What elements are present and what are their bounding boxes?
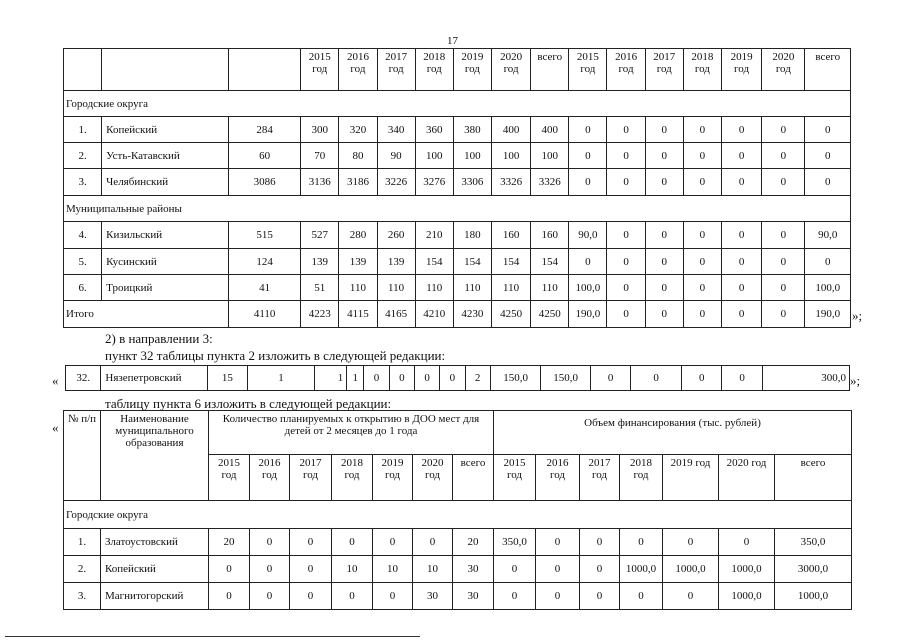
cell: 139 (377, 249, 415, 275)
cell: 41 (229, 275, 301, 301)
header-year: 2019 год (663, 455, 719, 501)
header-year: 2018 год (332, 455, 373, 501)
cell: 0 (569, 117, 607, 143)
cell: 527 (301, 222, 339, 249)
cell: 1. (64, 529, 101, 556)
cell: 0 (683, 275, 721, 301)
cell: 160 (491, 222, 530, 249)
cell: 0 (645, 117, 683, 143)
section-row (64, 91, 851, 117)
cell: 0 (494, 556, 536, 583)
cell: 4230 (453, 301, 491, 328)
cell: 0 (580, 583, 620, 610)
cell: Троицкий (102, 275, 229, 301)
table-row (64, 529, 852, 556)
cell: 0 (580, 556, 620, 583)
cell: Златоустовский (101, 529, 209, 556)
cell: 100,0 (805, 275, 851, 301)
header-number: № п/п (64, 411, 101, 501)
cell: 0 (413, 529, 453, 556)
header-cell: 2016 год (607, 49, 645, 91)
cell: 0 (663, 583, 719, 610)
cell: 30 (413, 583, 453, 610)
cell: 0 (663, 529, 719, 556)
cell: Кусинский (102, 249, 229, 275)
cell: 0 (414, 366, 439, 391)
cell: 90 (377, 143, 415, 169)
header-cell: 2020 год (491, 49, 530, 91)
cell: 210 (415, 222, 453, 249)
cell: 139 (301, 249, 339, 275)
section-title: Муниципальные районы (64, 196, 851, 222)
cell: 0 (805, 143, 851, 169)
cell: 0 (607, 249, 645, 275)
cell: 0 (645, 249, 683, 275)
header-year: 2017 год (580, 455, 620, 501)
header-row (64, 411, 852, 455)
cell: 0 (290, 583, 332, 610)
cell: 0 (250, 529, 290, 556)
cell: 0 (762, 249, 805, 275)
cell: 139 (339, 249, 377, 275)
cell: 1. (64, 117, 102, 143)
header-cell: 2017 год (645, 49, 683, 91)
cell: 0 (607, 169, 645, 196)
cell: 190,0 (569, 301, 607, 328)
cell: 100 (531, 143, 569, 169)
table-row-32 (65, 365, 850, 391)
header-financing: Объем финансирования (тыс. рублей) (494, 411, 852, 455)
cell: 110 (491, 275, 530, 301)
cell: 280 (339, 222, 377, 249)
header-municipality: Наименование муниципального образования (101, 411, 209, 501)
header-cell (64, 49, 102, 91)
instruction-text: таблицу пункта 6 изложить в следующей редакции: (105, 396, 392, 411)
cell: 4115 (339, 301, 377, 328)
total-label: Итого (64, 301, 229, 328)
cell: 0 (721, 275, 761, 301)
cell: 0 (645, 222, 683, 249)
cell: 0 (645, 275, 683, 301)
cell: 0 (607, 275, 645, 301)
cell: Нязепетровский (101, 366, 207, 391)
header-total: всего (775, 455, 852, 501)
header-row (64, 49, 851, 91)
cell: 30 (453, 556, 494, 583)
page-number: 17 (447, 35, 458, 47)
header-year: 2016 год (250, 455, 290, 501)
cell: 0 (250, 556, 290, 583)
cell: 2 (465, 366, 490, 391)
cell: 0 (373, 583, 413, 610)
cell: 124 (229, 249, 301, 275)
cell: 3186 (339, 169, 377, 196)
cell: 0 (569, 169, 607, 196)
cell: 0 (569, 143, 607, 169)
cell: 150,0 (541, 366, 591, 391)
opening-quote: « (52, 420, 59, 435)
cell: 260 (377, 222, 415, 249)
table-row (64, 249, 851, 275)
cell: 1000,0 (719, 583, 775, 610)
cell: 32. (66, 366, 101, 391)
header-total: всего (453, 455, 494, 501)
closing-quote: »; (850, 373, 861, 388)
cell: 0 (721, 249, 761, 275)
cell: 0 (620, 529, 663, 556)
cell: 0 (721, 301, 761, 328)
section-title: Городские округа (64, 501, 852, 529)
table-row (64, 275, 851, 301)
header-year: 2018 год (620, 455, 663, 501)
cell: 0 (762, 301, 805, 328)
cell: 3306 (453, 169, 491, 196)
cell: 154 (453, 249, 491, 275)
cell: Кизильский (102, 222, 229, 249)
header-cell (229, 49, 301, 91)
cell: 360 (415, 117, 453, 143)
cell: 0 (805, 117, 851, 143)
cell: 0 (569, 249, 607, 275)
cell: 110 (377, 275, 415, 301)
section-row (64, 196, 851, 222)
header-year: 2015 год (209, 455, 250, 501)
cell: 30 (453, 583, 494, 610)
direction-heading: 2) в направлении 3: (105, 331, 213, 346)
header-cell: всего (531, 49, 569, 91)
header-cell: 2017 год (377, 49, 415, 91)
cell: 100 (415, 143, 453, 169)
cell: 4. (64, 222, 102, 249)
cell: 110 (453, 275, 491, 301)
cell: 0 (332, 583, 373, 610)
cell: 6. (64, 275, 102, 301)
cell: 0 (721, 169, 761, 196)
header-cell: 2019 год (721, 49, 761, 91)
cell: 0 (721, 143, 761, 169)
cell: 100,0 (569, 275, 607, 301)
cell: 0 (590, 366, 630, 391)
cell: 110 (339, 275, 377, 301)
cell: 0 (332, 529, 373, 556)
cell: 0 (683, 301, 721, 328)
cell: 0 (683, 117, 721, 143)
cell: 0 (607, 143, 645, 169)
total-row (64, 301, 851, 328)
cell: 10 (413, 556, 453, 583)
instruction-text: пункт 32 таблицы пункта 2 изложить в следующей редакции: (105, 348, 446, 363)
cell: 515 (229, 222, 301, 249)
cell: 0 (440, 366, 465, 391)
header-year: 2020 год (413, 455, 453, 501)
cell: 90,0 (569, 222, 607, 249)
cell: 0 (290, 529, 332, 556)
cell: 0 (494, 583, 536, 610)
cell: 150,0 (490, 366, 541, 391)
cell: 1 (314, 366, 346, 391)
table-row (64, 556, 852, 583)
cell: 0 (607, 301, 645, 328)
cell: 2. (64, 143, 102, 169)
cell: 3086 (229, 169, 301, 196)
cell: 180 (453, 222, 491, 249)
table-places-financing (63, 410, 852, 610)
cell: 0 (645, 143, 683, 169)
header-year: 2020 год (719, 455, 775, 501)
cell: 4250 (531, 301, 569, 328)
cell: 10 (332, 556, 373, 583)
cell: 340 (377, 117, 415, 143)
cell: 0 (364, 366, 389, 391)
cell: 4110 (229, 301, 301, 328)
cell: 190,0 (805, 301, 851, 328)
cell: 0 (762, 275, 805, 301)
cell: 15 (207, 366, 247, 391)
cell: 0 (631, 366, 682, 391)
cell: 110 (415, 275, 453, 301)
opening-quote: « (52, 373, 59, 388)
table-row (66, 366, 850, 391)
cell: 3276 (415, 169, 453, 196)
header-cell: 2018 год (415, 49, 453, 91)
cell: 3136 (301, 169, 339, 196)
cell: 80 (339, 143, 377, 169)
cell: 51 (301, 275, 339, 301)
closing-quote: »; (852, 308, 863, 323)
cell: Магнитогорский (101, 583, 209, 610)
cell: 0 (250, 583, 290, 610)
cell: 0 (722, 366, 762, 391)
cell: 320 (339, 117, 377, 143)
cell: 0 (762, 169, 805, 196)
cell: 0 (373, 529, 413, 556)
cell: 300 (301, 117, 339, 143)
cell: 3326 (491, 169, 530, 196)
cell: 4250 (491, 301, 530, 328)
cell: 154 (415, 249, 453, 275)
cell: 0 (721, 117, 761, 143)
table-row (64, 169, 851, 196)
cell: 154 (491, 249, 530, 275)
cell: 4223 (301, 301, 339, 328)
cell: 0 (762, 222, 805, 249)
cell: 1000,0 (775, 583, 852, 610)
cell: 70 (301, 143, 339, 169)
cell: 110 (531, 275, 569, 301)
cell: 0 (805, 169, 851, 196)
cell: 60 (229, 143, 301, 169)
cell: 0 (645, 301, 683, 328)
header-cell: 2015 год (301, 49, 339, 91)
cell: 3. (64, 169, 102, 196)
cell: 0 (683, 143, 721, 169)
header-year: 2015 год (494, 455, 536, 501)
section-title: Городские округа (64, 91, 851, 117)
header-cell: 2020 год (762, 49, 805, 91)
cell: 3. (64, 583, 101, 610)
cell: 90,0 (805, 222, 851, 249)
cell: Усть-Катавский (102, 143, 229, 169)
cell: 3326 (531, 169, 569, 196)
cell: 1000,0 (719, 556, 775, 583)
cell: 154 (531, 249, 569, 275)
header-year: 2016 год (536, 455, 580, 501)
cell: 0 (580, 529, 620, 556)
cell: 284 (229, 117, 301, 143)
header-year: 2017 год (290, 455, 332, 501)
cell: 0 (536, 556, 580, 583)
cell: 0 (645, 169, 683, 196)
cell: 100 (453, 143, 491, 169)
cell: 4210 (415, 301, 453, 328)
cell: 1000,0 (663, 556, 719, 583)
cell: 0 (536, 583, 580, 610)
page-footer-divider (5, 636, 420, 637)
cell: 0 (607, 222, 645, 249)
cell: 4165 (377, 301, 415, 328)
cell: 1 (248, 366, 315, 391)
cell: 0 (762, 117, 805, 143)
cell: 0 (607, 117, 645, 143)
cell: 0 (681, 366, 721, 391)
cell: 0 (536, 529, 580, 556)
cell: 0 (683, 169, 721, 196)
cell: Челябинский (102, 169, 229, 196)
table-row (64, 222, 851, 249)
header-cell: 2019 год (453, 49, 491, 91)
table-places-financing-continued (63, 48, 851, 328)
header-cell: 2015 год (569, 49, 607, 91)
cell: Копейский (102, 117, 229, 143)
cell: 0 (620, 583, 663, 610)
cell: 0 (209, 583, 250, 610)
header-year: 2019 год (373, 455, 413, 501)
header-cell: всего (805, 49, 851, 91)
table-row (64, 117, 851, 143)
cell: 1000,0 (620, 556, 663, 583)
cell: 0 (762, 143, 805, 169)
cell: 400 (531, 117, 569, 143)
cell: 20 (209, 529, 250, 556)
cell: 10 (373, 556, 413, 583)
cell: 2. (64, 556, 101, 583)
table-row (64, 143, 851, 169)
cell: 3000,0 (775, 556, 852, 583)
cell: 0 (719, 529, 775, 556)
cell: 350,0 (775, 529, 852, 556)
cell: 400 (491, 117, 530, 143)
cell: 0 (290, 556, 332, 583)
section-row (64, 501, 852, 529)
cell: 380 (453, 117, 491, 143)
cell: 0 (389, 366, 414, 391)
header-cell: 2018 год (683, 49, 721, 91)
cell: 0 (683, 249, 721, 275)
header-cell: 2016 год (339, 49, 377, 91)
cell: 350,0 (494, 529, 536, 556)
cell: 1 (347, 366, 364, 391)
cell: 0 (683, 222, 721, 249)
cell: Копейский (101, 556, 209, 583)
cell: 0 (209, 556, 250, 583)
cell: 100 (491, 143, 530, 169)
cell: 160 (531, 222, 569, 249)
table-row (64, 583, 852, 610)
header-places-count: Количество планируемых к открытию в ДОО мест для детей от 2 месяцев до 1 года (209, 411, 494, 455)
header-cell (102, 49, 229, 91)
cell: 300,0 (762, 366, 849, 391)
cell: 20 (453, 529, 494, 556)
cell: 3226 (377, 169, 415, 196)
cell: 5. (64, 249, 102, 275)
cell: 0 (805, 249, 851, 275)
cell: 0 (721, 222, 761, 249)
